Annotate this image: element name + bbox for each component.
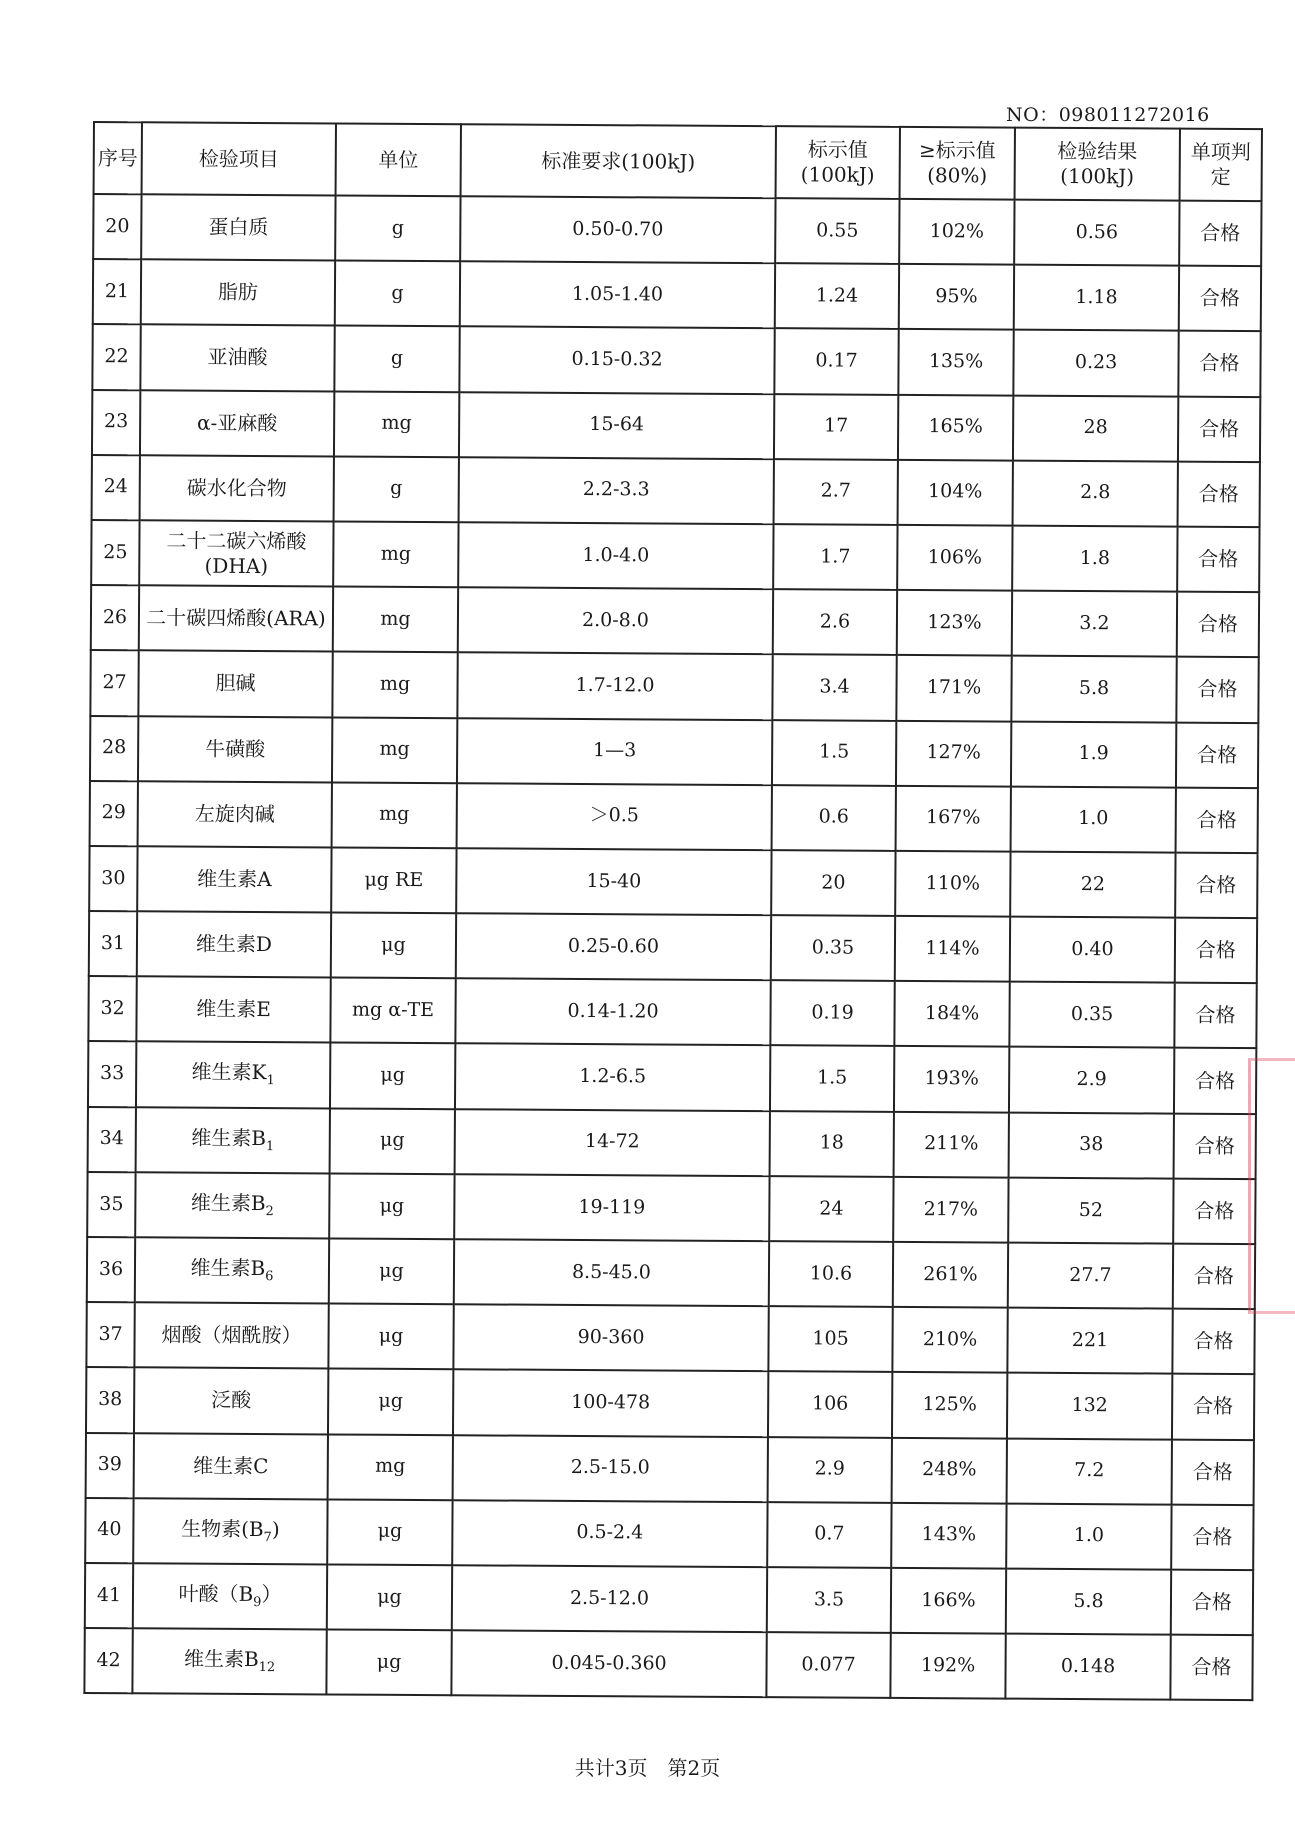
cell-verdict: 合格 xyxy=(1178,396,1260,462)
cell-verdict: 合格 xyxy=(1172,1439,1254,1505)
item-subscript: 1 xyxy=(265,1138,275,1154)
table-row xyxy=(85,1498,1253,1570)
cell-no: 39 xyxy=(86,1433,134,1498)
cell-no: 25 xyxy=(91,520,139,585)
cell-result: 221 xyxy=(1007,1308,1172,1374)
cell-standard: 1.2-6.5 xyxy=(455,1044,770,1111)
table-row xyxy=(91,520,1259,592)
cell-result: 22 xyxy=(1010,851,1175,917)
cell-no: 40 xyxy=(85,1498,133,1563)
cell-item xyxy=(140,455,334,521)
cell-verdict: 合格 xyxy=(1174,983,1256,1049)
cell-no: 22 xyxy=(92,324,140,389)
item-subscript: 9 xyxy=(253,1594,262,1610)
cell-percent: 95% xyxy=(899,264,1014,330)
item-name: 维生素B xyxy=(183,1646,259,1672)
table-row xyxy=(92,324,1260,396)
header-result: 检验结果 (100kJ) xyxy=(1015,128,1180,201)
cell-labeled-value: 18 xyxy=(770,1111,894,1177)
cell-standard: 90-360 xyxy=(453,1304,768,1371)
cell-standard: 8.5-45.0 xyxy=(454,1239,769,1306)
cell-verdict: 合格 xyxy=(1178,461,1260,527)
cell-verdict: 合格 xyxy=(1174,1113,1256,1179)
cell-item xyxy=(133,1498,327,1564)
cell-no: 36 xyxy=(87,1237,135,1302)
cell-percent: 104% xyxy=(898,460,1013,526)
cell-unit: mg α-TE xyxy=(330,978,455,1044)
cell-labeled-value: 0.7 xyxy=(767,1502,891,1568)
cell-item xyxy=(136,1107,330,1173)
cell-unit: μg xyxy=(328,1369,453,1435)
cell-unit: g xyxy=(334,456,459,522)
cell-item xyxy=(138,781,332,847)
cell-standard: 0.50-0.70 xyxy=(460,196,775,263)
cell-labeled-value: 1.24 xyxy=(775,263,899,329)
cell-labeled-value: 3.4 xyxy=(772,654,896,720)
cell-item xyxy=(141,194,335,260)
cell-unit: μg xyxy=(326,1630,451,1696)
cell-labeled-value: 2.9 xyxy=(768,1437,892,1503)
item-name: 烟酸（烟酰胺） xyxy=(161,1322,302,1348)
table-row xyxy=(86,1367,1254,1439)
cell-verdict: 合格 xyxy=(1171,1504,1253,1570)
cell-item xyxy=(134,1302,328,1368)
cell-verdict: 合格 xyxy=(1179,201,1261,267)
item-name: 二十二碳六烯酸 (DHA) xyxy=(166,527,307,578)
cell-item xyxy=(135,1237,329,1303)
cell-labeled-value: 1.7 xyxy=(773,524,897,590)
cell-result: 0.40 xyxy=(1010,917,1175,983)
header-unit: 单位 xyxy=(336,123,461,196)
cell-unit: g xyxy=(334,326,459,392)
cell-no: 26 xyxy=(91,585,139,650)
cell-percent: 192% xyxy=(890,1633,1005,1699)
table-row xyxy=(92,390,1260,462)
cell-percent: 106% xyxy=(897,525,1012,591)
cell-standard: 2.0-8.0 xyxy=(458,587,773,654)
cell-standard: 15-40 xyxy=(456,848,771,915)
cell-no: 24 xyxy=(92,455,140,520)
table-row xyxy=(89,911,1257,983)
item-name: 维生素C xyxy=(193,1453,269,1478)
cell-no: 21 xyxy=(93,259,141,324)
cell-item xyxy=(141,259,335,325)
cell-verdict: 合格 xyxy=(1172,1374,1254,1440)
cell-labeled-value: 0.077 xyxy=(766,1632,890,1698)
header-standard: 标准要求(100kJ) xyxy=(461,124,776,198)
item-name: 维生素A xyxy=(197,866,272,892)
cell-no: 35 xyxy=(87,1172,135,1237)
cell-result: 1.9 xyxy=(1011,721,1176,787)
cell-verdict: 合格 xyxy=(1175,918,1257,984)
table-row xyxy=(89,846,1257,918)
table-row xyxy=(87,1237,1255,1309)
cell-result: 52 xyxy=(1008,1177,1173,1243)
red-seal-stamp xyxy=(1248,1058,1295,1314)
cell-verdict: 合格 xyxy=(1178,331,1260,397)
cell-result: 0.23 xyxy=(1013,330,1178,396)
item-name: 生物素(B xyxy=(181,1516,264,1541)
cell-item xyxy=(138,716,332,782)
cell-result: 0.56 xyxy=(1014,200,1179,266)
header-row xyxy=(94,122,1262,201)
item-subscript: 2 xyxy=(265,1203,274,1219)
cell-labeled-value: 2.7 xyxy=(774,459,898,525)
cell-standard: 1.0-4.0 xyxy=(458,522,773,589)
cell-labeled-value: 17 xyxy=(774,394,898,460)
cell-standard: 0.14-1.20 xyxy=(455,978,770,1045)
item-name: 碳水化合物 xyxy=(186,475,287,501)
cell-result: 1.8 xyxy=(1012,526,1177,592)
cell-standard: 1.7-12.0 xyxy=(457,653,772,720)
table-row xyxy=(88,976,1256,1048)
cell-verdict: 合格 xyxy=(1172,1309,1254,1375)
cell-verdict: 合格 xyxy=(1170,1635,1252,1701)
cell-unit: μg xyxy=(327,1564,452,1630)
table-row xyxy=(91,585,1259,657)
cell-standard: 1.05-1.40 xyxy=(460,261,775,328)
cell-item xyxy=(134,1433,328,1499)
cell-no: 20 xyxy=(93,194,141,259)
cell-percent: 143% xyxy=(891,1503,1006,1569)
cell-percent: 135% xyxy=(898,329,1013,395)
item-subscript: 1 xyxy=(266,1073,275,1089)
cell-percent: 210% xyxy=(892,1307,1007,1373)
cell-labeled-value: 106 xyxy=(768,1372,892,1438)
cell-result: 38 xyxy=(1009,1112,1174,1178)
cell-no: 34 xyxy=(88,1107,136,1172)
cell-percent: 217% xyxy=(893,1177,1008,1243)
cell-unit: mg xyxy=(332,717,457,783)
cell-standard: 0.15-0.32 xyxy=(459,327,774,394)
cell-item xyxy=(139,520,333,586)
cell-labeled-value: 0.17 xyxy=(774,329,898,395)
table-row xyxy=(90,650,1258,722)
cell-no: 28 xyxy=(90,715,138,780)
cell-result: 0.148 xyxy=(1005,1634,1170,1700)
cell-verdict: 合格 xyxy=(1173,1244,1255,1310)
header-labeled-value: 标示值 (100kJ) xyxy=(776,126,900,199)
cell-unit: mg xyxy=(333,521,458,587)
table-row xyxy=(93,259,1261,331)
header-verdict: 单项判定 xyxy=(1180,129,1262,201)
cell-unit: μg xyxy=(327,1499,452,1565)
cell-unit: mg xyxy=(332,652,457,718)
cell-standard: 0.5-2.4 xyxy=(452,1500,767,1567)
cell-item xyxy=(140,325,334,391)
cell-unit: mg xyxy=(334,391,459,457)
cell-labeled-value: 24 xyxy=(769,1176,893,1242)
header-no: 序号 xyxy=(94,122,142,194)
table-row xyxy=(87,1172,1255,1244)
cell-verdict: 合格 xyxy=(1171,1570,1253,1636)
cell-unit: g xyxy=(335,195,460,261)
document-number: NO：098011272016 xyxy=(1006,104,1210,126)
item-name: 脂肪 xyxy=(217,280,259,305)
cell-percent: 165% xyxy=(898,394,1013,460)
cell-standard: 2.2-3.3 xyxy=(459,457,774,524)
cell-percent: 184% xyxy=(894,981,1009,1047)
cell-item xyxy=(136,977,330,1043)
cell-no: 33 xyxy=(88,1041,136,1106)
cell-percent: 248% xyxy=(892,1437,1007,1503)
table-row xyxy=(90,715,1258,787)
cell-unit: mg xyxy=(328,1434,453,1500)
table-row xyxy=(88,1041,1256,1113)
item-suffix: ) xyxy=(271,1516,280,1541)
table-row xyxy=(90,781,1258,853)
cell-result: 0.35 xyxy=(1009,982,1174,1048)
item-name: 二十碳四烯酸(ARA) xyxy=(146,605,326,631)
item-suffix: ） xyxy=(261,1581,282,1607)
item-name: 维生素B xyxy=(190,1190,266,1215)
cell-percent: 171% xyxy=(896,655,1011,721)
cell-unit: μg xyxy=(329,1173,454,1239)
cell-labeled-value: 3.5 xyxy=(767,1567,891,1633)
cell-unit: mg xyxy=(333,587,458,653)
item-name: 叶酸（B xyxy=(178,1581,254,1606)
table-row xyxy=(88,1107,1256,1179)
cell-no: 42 xyxy=(84,1628,132,1693)
cell-percent: 166% xyxy=(891,1568,1006,1634)
cell-no: 37 xyxy=(86,1302,134,1367)
item-name: 亚油酸 xyxy=(207,345,268,370)
cell-unit: μg RE xyxy=(331,847,456,913)
item-subscript: 12 xyxy=(258,1660,276,1676)
cell-item xyxy=(132,1628,326,1694)
item-name: 维生素B xyxy=(190,1255,266,1281)
cell-verdict: 合格 xyxy=(1179,266,1261,332)
item-name: 维生素E xyxy=(196,996,271,1022)
item-name: 胆碱 xyxy=(215,671,256,696)
cell-unit: μg xyxy=(330,1043,455,1109)
cell-verdict: 合格 xyxy=(1174,1048,1256,1114)
cell-unit: μg xyxy=(329,1238,454,1304)
cell-unit: μg xyxy=(330,1108,455,1174)
header-percent-of-label: ≥标示值 (80%) xyxy=(900,127,1015,200)
item-name: 蛋白质 xyxy=(208,214,269,240)
table-row xyxy=(84,1628,1252,1700)
cell-standard: 0.045-0.360 xyxy=(451,1630,766,1697)
cell-item xyxy=(137,911,331,977)
cell-result: 5.8 xyxy=(1011,656,1176,722)
cell-result: 2.8 xyxy=(1013,460,1178,526)
cell-labeled-value: 10.6 xyxy=(769,1241,893,1307)
cell-verdict: 合格 xyxy=(1176,657,1258,723)
cell-item xyxy=(139,585,333,651)
cell-percent: 123% xyxy=(897,590,1012,656)
cell-result: 7.2 xyxy=(1007,1438,1172,1504)
item-name: 牛磺酸 xyxy=(205,736,266,761)
item-name: 泛酸 xyxy=(211,1388,252,1413)
cell-standard: 2.5-15.0 xyxy=(453,1435,768,1502)
item-name: 维生素B xyxy=(191,1125,267,1150)
cell-unit: μg xyxy=(328,1304,453,1370)
cell-labeled-value: 2.6 xyxy=(773,589,897,655)
cell-result: 2.9 xyxy=(1009,1047,1174,1113)
cell-standard: 19-119 xyxy=(454,1174,769,1241)
cell-percent: 127% xyxy=(896,720,1011,786)
cell-labeled-value: 0.55 xyxy=(775,198,899,264)
item-subscript: 7 xyxy=(263,1529,272,1545)
item-name: 维生素D xyxy=(195,931,273,957)
cell-verdict: 合格 xyxy=(1177,527,1259,593)
cell-item xyxy=(137,846,331,912)
cell-result: 1.18 xyxy=(1014,265,1179,331)
cell-no: 32 xyxy=(88,976,136,1041)
cell-labeled-value: 0.6 xyxy=(772,785,896,851)
cell-percent: 110% xyxy=(895,851,1010,917)
cell-no: 31 xyxy=(89,911,137,976)
cell-standard: 100-478 xyxy=(453,1370,768,1437)
cell-standard: ＞0.5 xyxy=(457,783,772,850)
cell-labeled-value: 0.35 xyxy=(771,915,895,981)
table-row xyxy=(86,1433,1254,1505)
cell-no: 41 xyxy=(85,1563,133,1628)
cell-result: 3.2 xyxy=(1012,591,1177,657)
cell-standard: 14-72 xyxy=(455,1109,770,1176)
item-name: 左旋肉碱 xyxy=(194,801,275,826)
page-footer: 共计3页 第2页 xyxy=(574,1756,721,1780)
item-name: 维生素K xyxy=(191,1060,267,1085)
cell-labeled-value: 105 xyxy=(768,1306,892,1372)
inspection-table xyxy=(83,121,1263,1701)
cell-result: 1.0 xyxy=(1011,786,1176,852)
cell-labeled-value: 20 xyxy=(771,850,895,916)
cell-labeled-value: 1.5 xyxy=(770,1046,894,1112)
cell-item xyxy=(136,1042,330,1108)
cell-verdict: 合格 xyxy=(1173,1178,1255,1244)
item-subscript: 6 xyxy=(265,1269,274,1285)
cell-no: 27 xyxy=(90,650,138,715)
cell-item xyxy=(138,651,332,717)
cell-item xyxy=(134,1368,328,1434)
cell-labeled-value: 0.19 xyxy=(770,980,894,1046)
cell-item xyxy=(140,390,334,456)
cell-standard: 15-64 xyxy=(459,392,774,459)
cell-percent: 261% xyxy=(893,1242,1008,1308)
cell-unit: mg xyxy=(332,782,457,848)
cell-result: 132 xyxy=(1007,1373,1172,1439)
table-body xyxy=(84,194,1261,1700)
cell-result: 5.8 xyxy=(1006,1569,1171,1635)
cell-unit: g xyxy=(335,261,460,327)
cell-verdict: 合格 xyxy=(1176,787,1258,853)
cell-unit: μg xyxy=(331,913,456,979)
cell-item xyxy=(135,1172,329,1238)
cell-verdict: 合格 xyxy=(1176,722,1258,788)
table-row xyxy=(85,1563,1253,1635)
cell-no: 30 xyxy=(89,846,137,911)
cell-labeled-value: 1.5 xyxy=(772,720,896,786)
cell-percent: 193% xyxy=(894,1046,1009,1112)
table-row xyxy=(93,194,1261,266)
cell-result: 27.7 xyxy=(1008,1243,1173,1309)
cell-percent: 114% xyxy=(895,916,1010,982)
header-item: 检验项目 xyxy=(142,122,336,195)
cell-percent: 125% xyxy=(892,1372,1007,1438)
cell-percent: 167% xyxy=(896,786,1011,852)
cell-result: 28 xyxy=(1013,395,1178,461)
cell-no: 29 xyxy=(90,781,138,846)
cell-percent: 102% xyxy=(899,199,1014,265)
cell-no: 23 xyxy=(92,390,140,455)
table-row xyxy=(92,455,1260,527)
cell-standard: 1—3 xyxy=(457,718,772,785)
cell-result: 1.0 xyxy=(1006,1503,1171,1569)
cell-standard: 0.25-0.60 xyxy=(456,913,771,980)
cell-verdict: 合格 xyxy=(1177,592,1259,658)
table-row xyxy=(86,1302,1254,1374)
item-name: α-亚麻酸 xyxy=(196,410,278,435)
cell-no: 38 xyxy=(86,1367,134,1432)
cell-standard: 2.5-12.0 xyxy=(452,1565,767,1632)
cell-percent: 211% xyxy=(894,1112,1009,1178)
cell-item xyxy=(133,1563,327,1629)
cell-verdict: 合格 xyxy=(1175,853,1257,919)
